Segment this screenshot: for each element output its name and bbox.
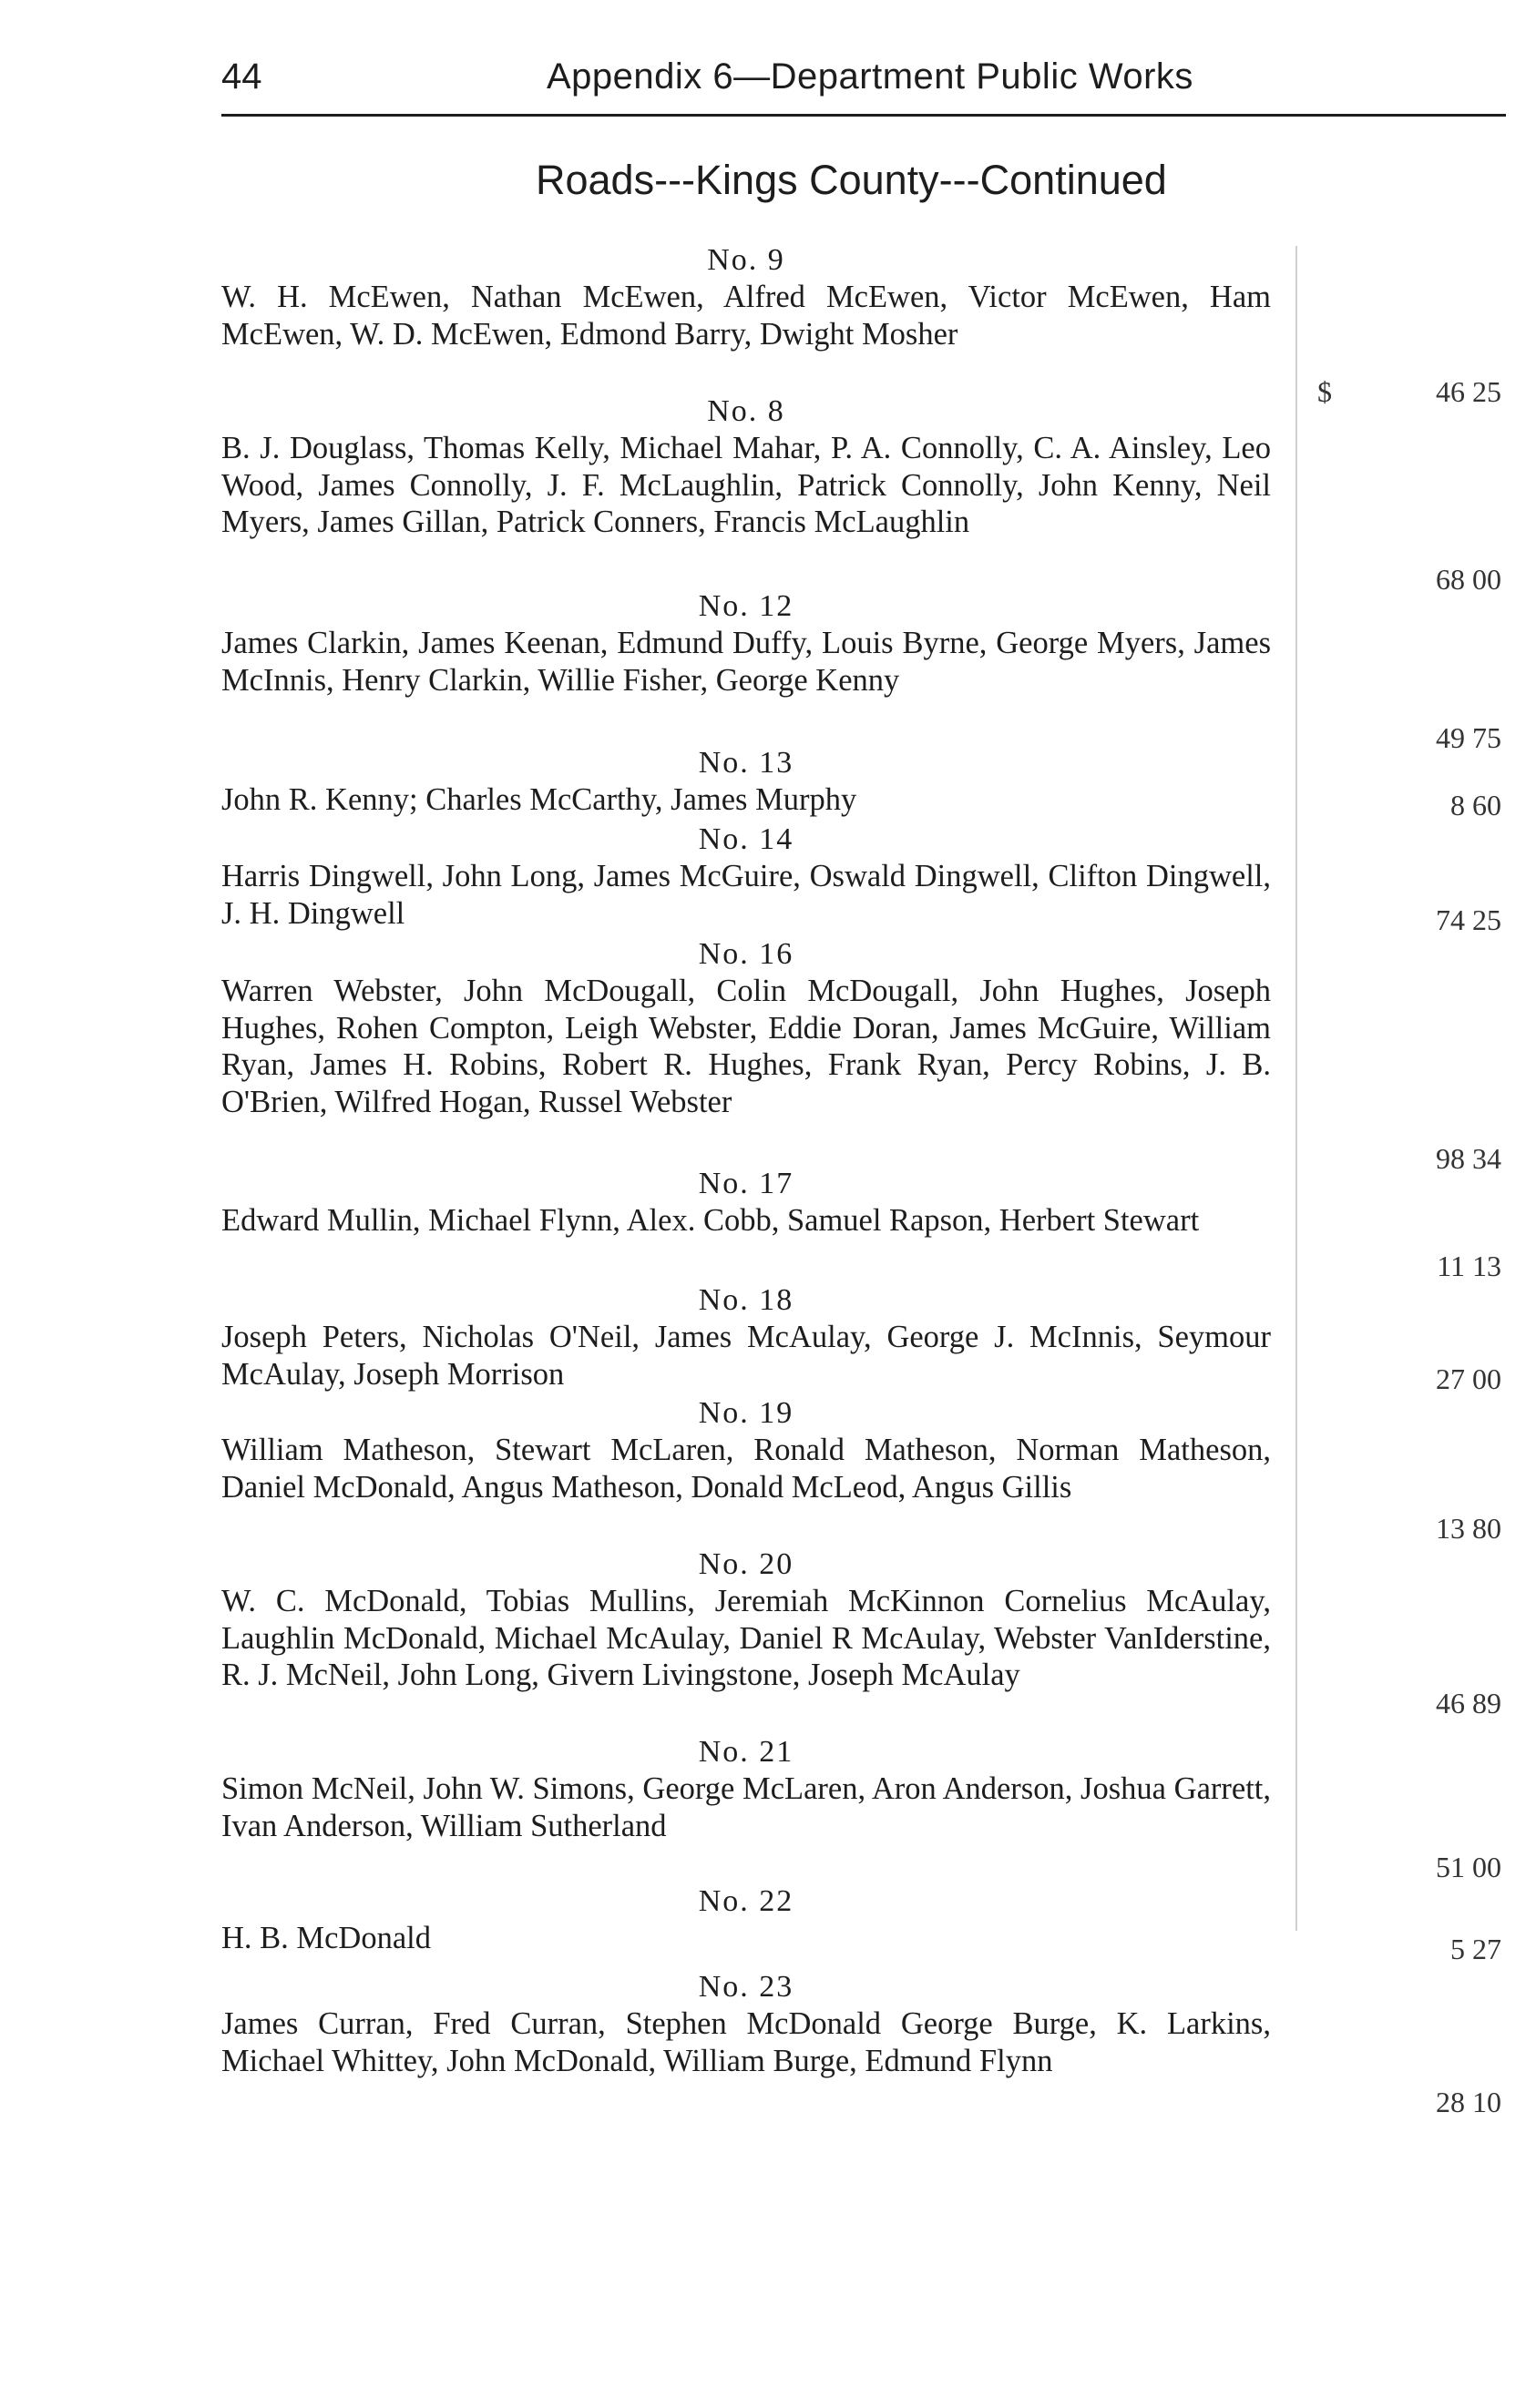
section-heading: No. 18 bbox=[698, 1283, 794, 1317]
section-names: Edward Mullin, Michael Flynn, Alex. Cobb, Samuel Rapson, Herbert Stewart bbox=[221, 1203, 1200, 1238]
section-heading: No. 19 bbox=[698, 1396, 794, 1430]
road-section bbox=[221, 821, 1271, 932]
road-section bbox=[221, 1734, 1271, 1844]
section-amount: 51 00 bbox=[1436, 1851, 1501, 1883]
section-names: W. H. McEwen, Nathan McEwen, Alfred McEwen, Victor McEwen, Ham McEwen, W. D. McEwen, Edmond Barry, Dwight Mosher bbox=[221, 280, 1271, 352]
road-section bbox=[221, 745, 1271, 819]
section-amount: $ 46 25 bbox=[1317, 375, 1501, 408]
section-amount: 28 10 bbox=[1436, 2086, 1501, 2118]
section-heading: No. 12 bbox=[698, 589, 794, 623]
section-amount: 46 89 bbox=[1436, 1687, 1501, 1719]
section-names: B. J. Douglass, Thomas Kelly, Michael Mahar, P. A. Connolly, C. A. Ainsley, Leo Wood, James Connolly, J. F. McLaughlin, Patrick Connolly, John Kenny, Neil Myers, James Gillan, Patrick Conners, Francis McLaughlin bbox=[221, 431, 1271, 539]
section-heading: No. 9 bbox=[707, 243, 785, 277]
section-heading: No. 23 bbox=[698, 1970, 794, 2004]
section-heading: No. 20 bbox=[698, 1547, 794, 1581]
road-section bbox=[221, 1395, 1271, 1505]
section-names: William Matheson, Stewart McLaren, Ronald Matheson, Norman Matheson, Daniel McDonald, Angus Matheson, Donald McLeod, Angus Gillis bbox=[221, 1433, 1271, 1505]
section-heading: No. 16 bbox=[698, 937, 794, 971]
section-heading: No. 8 bbox=[707, 394, 785, 428]
section-names: James Curran, Fred Curran, Stephen McDonald George Burge, K. Larkins, Michael Whittey, John McDonald, William Burge, Edmund Flynn bbox=[221, 2006, 1271, 2078]
page-number: 44 bbox=[221, 56, 262, 97]
road-section bbox=[221, 393, 1271, 541]
section-names: Simon McNeil, John W. Simons, George McLaren, Aron Anderson, Joshua Garrett, Ivan Anderson, William Sutherland bbox=[221, 1771, 1271, 1843]
section-names: James Clarkin, James Keenan, Edmund Duffy, Louis Byrne, George Myers, James McInnis, Henry Clarkin, Willie Fisher, George Kenny bbox=[221, 626, 1271, 698]
section-amount: 13 80 bbox=[1436, 1512, 1501, 1545]
section-amount: 11 13 bbox=[1437, 1250, 1501, 1282]
section-names: Warren Webster, John McDougall, Colin McDougall, John Hughes, Joseph Hughes, Rohen Compton, Leigh Webster, Eddie Doran, James McGuire, William Ryan, James H. Robins, Robert R. Hughes, Frank Ryan, Percy Robins, J. B. O'Brien, Wilfred Hogan, Russel Webster bbox=[221, 974, 1271, 1119]
section-names: Joseph Peters, Nicholas O'Neil, James McAulay, George J. McInnis, Seymour McAulay, Joseph Morrison bbox=[221, 1320, 1271, 1392]
road-section bbox=[221, 1166, 1271, 1240]
section-names: W. C. McDonald, Tobias Mullins, Jeremiah McKinnon Cornelius McAulay, Laughlin McDonald, Michael McAulay, Daniel R McAulay, Webster VanIderstine, R. J. McNeil, John Long, Givern Livingstone, Joseph McAulay bbox=[221, 1584, 1271, 1692]
section-amount: 68 00 bbox=[1436, 563, 1501, 596]
section-heading: No. 17 bbox=[698, 1167, 794, 1200]
section-amount: 49 75 bbox=[1436, 721, 1501, 754]
road-section bbox=[221, 1969, 1271, 2079]
section-amount: 98 34 bbox=[1436, 1142, 1501, 1175]
section-heading: No. 21 bbox=[698, 1735, 794, 1769]
page-subtitle: Roads---Kings County---Continued bbox=[536, 157, 1167, 203]
amount-column-divider bbox=[1295, 246, 1297, 1931]
road-section bbox=[221, 242, 1271, 352]
road-section bbox=[221, 588, 1271, 699]
running-header-title: Appendix 6—Department Public Works bbox=[547, 56, 1193, 97]
road-section bbox=[221, 1546, 1271, 1694]
section-names: H. B. McDonald bbox=[221, 1921, 431, 1955]
section-amount: 5 27 bbox=[1450, 1933, 1501, 1965]
section-heading: No. 13 bbox=[698, 746, 794, 780]
road-section bbox=[221, 1282, 1271, 1393]
road-section bbox=[221, 1883, 1271, 1957]
section-names: John R. Kenny; Charles McCarthy, James Murphy bbox=[221, 782, 857, 817]
section-names: Harris Dingwell, John Long, James McGuire, Oswald Dingwell, Clifton Dingwell, J. H. Dingwell bbox=[221, 859, 1271, 931]
section-heading: No. 22 bbox=[698, 1884, 794, 1918]
section-heading: No. 14 bbox=[698, 822, 794, 856]
section-amount: 27 00 bbox=[1436, 1362, 1501, 1395]
dollar-sign: $ bbox=[1317, 375, 1332, 408]
header-rule bbox=[221, 114, 1506, 117]
road-section bbox=[221, 936, 1271, 1120]
section-amount: 74 25 bbox=[1436, 903, 1501, 936]
section-amount: 8 60 bbox=[1450, 789, 1501, 821]
